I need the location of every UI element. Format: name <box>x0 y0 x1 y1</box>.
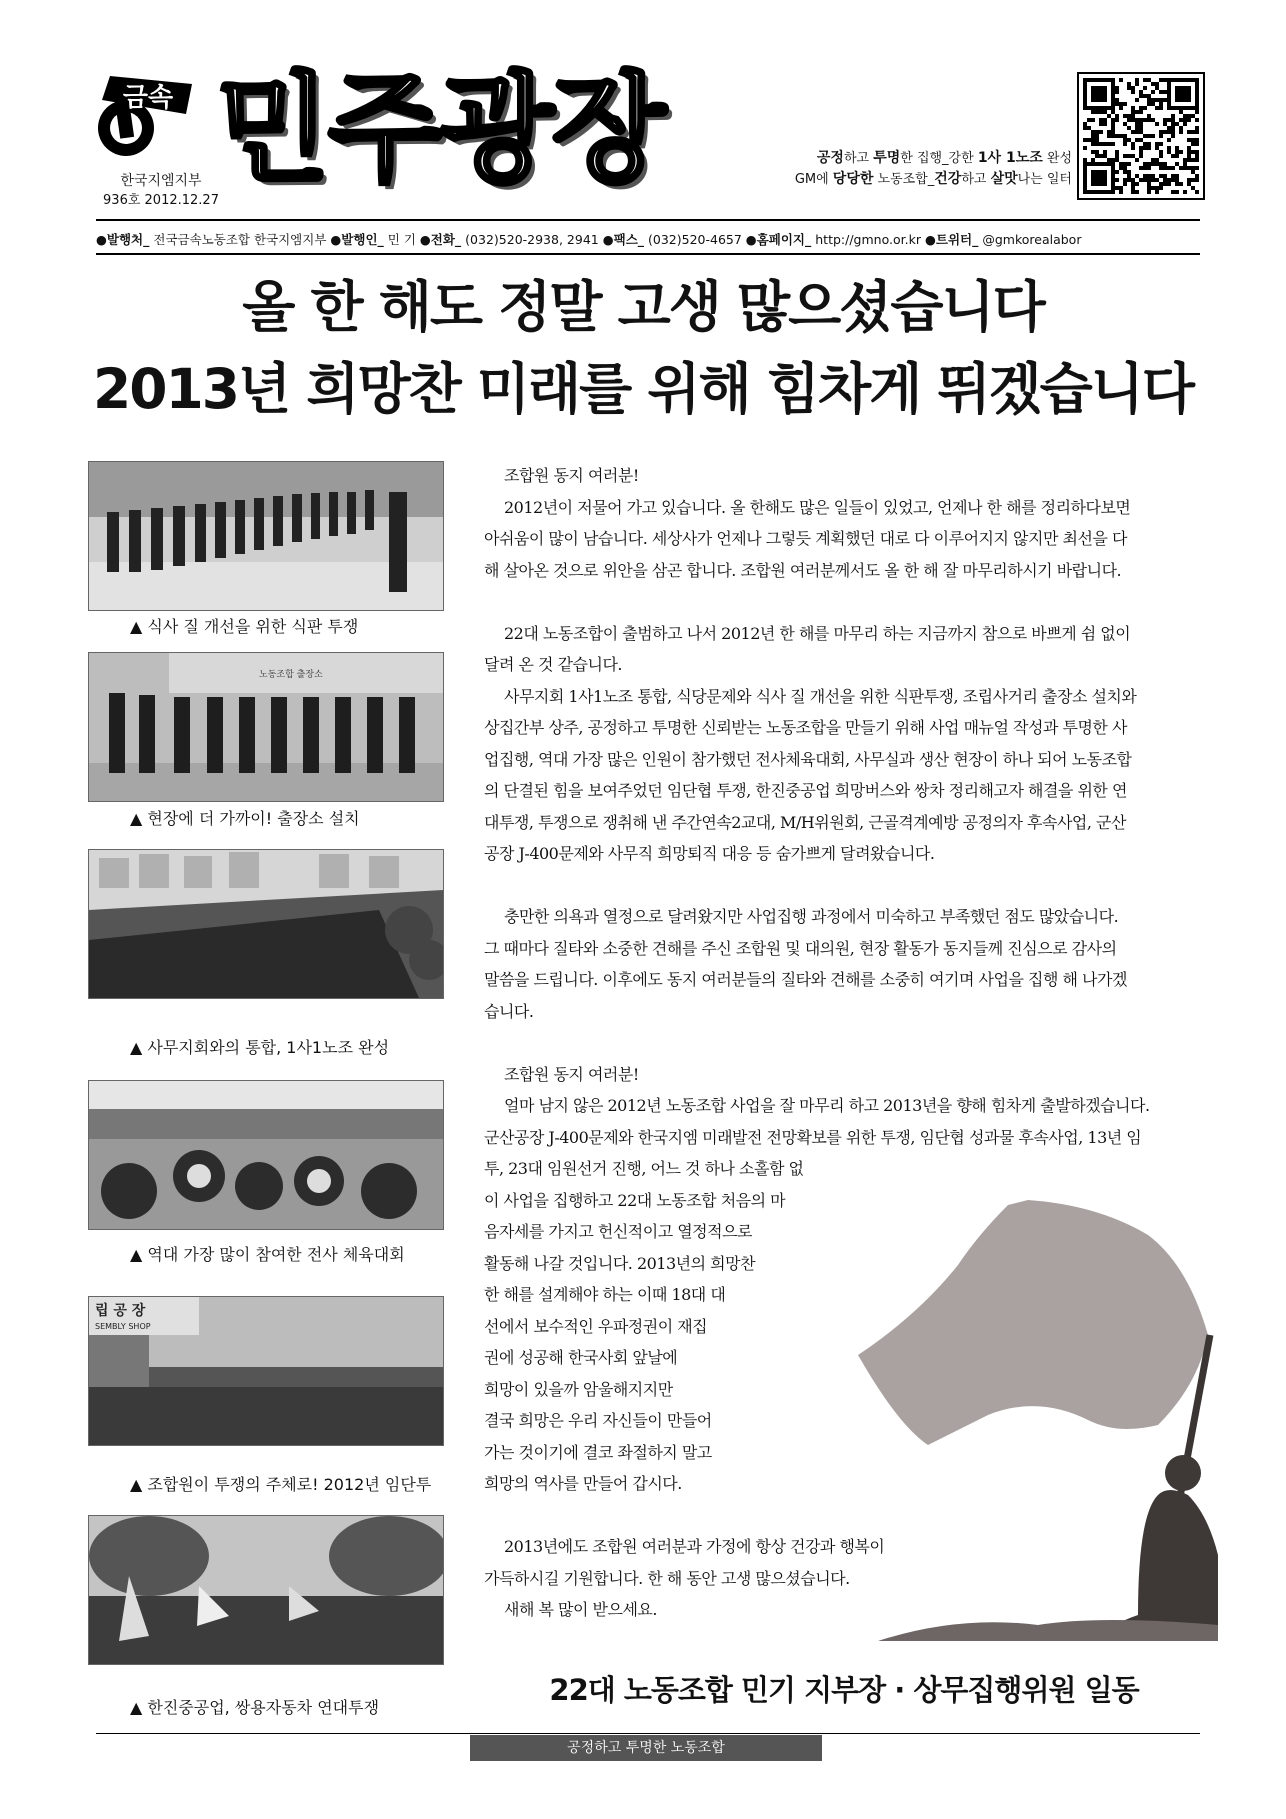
body-line: 해 살아온 것으로 위안을 삼곤 합니다. 조합원 여러분께서도 올 한 해 잘 마무리하시기 바랍니다. <box>484 560 1122 580</box>
body-line: 가는 것이기에 결코 좌절하지 말고 <box>484 1442 712 1462</box>
footer-rule <box>96 1733 1200 1734</box>
body-line: 조합원 동지 여러분! <box>504 466 639 485</box>
phone: (032)520-2938, 2941 <box>465 232 599 247</box>
body-line: 사무지회 1사1노조 통합, 식당문제와 식사 질 개선을 위한 식판투쟁, 조립사거리 출장소 설치와 <box>504 686 1137 706</box>
body-line: 한 해를 설계해야 하는 이때 18대 대 <box>484 1285 726 1304</box>
headline-line-2: 2013년 희망찬 미래를 위해 힘차게 뛰겠습니다 <box>92 357 1194 421</box>
body-line: 공장 J-400문제와 사무직 희망퇴직 대응 등 숨가쁘게 달려왔습니다. <box>484 844 935 863</box>
logo-text: 금속 <box>122 83 174 113</box>
photo-caption-5: ▲ 조합원이 투쟁의 주체로! 2012년 임단투 <box>130 1475 432 1494</box>
slogan-line-1 <box>772 148 1072 169</box>
union-logo <box>96 70 198 160</box>
headline-line-1: 올 한 해도 정말 고생 많으셨습니다 <box>242 275 1044 339</box>
body-line: 충만한 의욕과 열정으로 달려왔지만 사업집행 과정에서 미숙하고 부족했던 점도 많았습니다. <box>504 907 1119 926</box>
body-line: 말씀을 드립니다. 이후에도 동지 여러분들의 질타와 견해를 소중히 여기며 사업을 집행 해 나가겠 <box>484 970 1127 989</box>
homepage-label: ●홈페이지_ <box>745 232 812 247</box>
signature: 22대 노동조합 민기 지부장 · 상무집행위원 일동 <box>549 1673 1139 1707</box>
slogan-segment: 노동조합_ <box>873 172 935 187</box>
photo-field-office <box>88 652 444 802</box>
flag-bearer-illustration <box>838 1195 1218 1641</box>
editor-label: ●발행인_ <box>330 232 384 247</box>
body-line: 아쉬움이 많이 남습니다. 세상사가 언제나 그렇듯 계획했던 대로 다 이루어지지 않지만 최선을 다 <box>484 529 1127 548</box>
slogan-segment: 공정 <box>816 150 844 166</box>
editor: 민 기 <box>387 232 416 247</box>
masthead-rule <box>96 219 1200 221</box>
fax: (032)520-4657 <box>648 232 742 247</box>
slogan-segment: 하고 <box>843 151 874 166</box>
body-line: 습니다. <box>484 1001 534 1021</box>
office-sign-text: 노동조합 출장소 <box>259 670 323 680</box>
slogan-segment: GM에 <box>794 172 833 187</box>
homepage-link[interactable]: http://gmno.or.kr <box>815 232 921 247</box>
slogan <box>772 148 1072 190</box>
photo-caption-3: ▲ 사무지회와의 통합, 1사1노조 완성 <box>130 1038 390 1057</box>
photo-caption-6: ▲ 한진중공업, 쌍용자동차 연대투쟁 <box>130 1698 380 1717</box>
photo-caption-2: ▲ 현장에 더 가까이! 출장소 설치 <box>130 809 360 828</box>
slogan-segment: 완성 <box>1042 151 1072 166</box>
body-line: 권에 성공해 한국사회 앞날에 <box>484 1348 678 1367</box>
photo-wage-struggle <box>88 1296 444 1446</box>
slogan-segment: 한 집행_강한 <box>900 151 978 166</box>
slogan-line-2 <box>772 169 1072 190</box>
body-line: 음자세를 가지고 헌신적이고 열정적으로 <box>484 1222 753 1241</box>
publication-info <box>96 230 1200 248</box>
body-line: 업집행, 역대 가장 많은 인원이 참가했던 전사체육대회, 사무실과 생산 현장이 하나 되어 노동조합 <box>484 749 1132 769</box>
masthead-title: 민주광장 <box>216 60 664 198</box>
paragraph-3 <box>484 901 1204 1027</box>
publisher-label: ●발행처_ <box>96 232 150 247</box>
slogan-segment: 당당한 <box>832 171 874 187</box>
twitter-handle[interactable]: @gmkorealabor <box>982 232 1082 247</box>
issue-date: 936호 2012.12.27 <box>103 193 219 208</box>
branch-name: 한국지엠지부 <box>120 173 202 189</box>
photo-union-merger-rally <box>88 849 444 999</box>
body-line: 달려 온 것 같습니다. <box>484 655 622 674</box>
photo-caption-1: ▲ 식사 질 개선을 위한 식판 투쟁 <box>130 617 359 636</box>
fax-label: ●팩스_ <box>602 232 645 247</box>
footer-slogan: 공정하고 투명한 노동조합 <box>470 1735 822 1761</box>
slogan-segment: 하고 <box>961 172 991 187</box>
slogan-segment: 투명 <box>873 150 901 166</box>
body-line: 이 사업을 집행하고 22대 노동조합 처음의 마 <box>484 1190 786 1210</box>
paragraph-2 <box>484 618 1204 870</box>
twitter-label: ●트위터_ <box>924 232 979 247</box>
photo-sports-day <box>88 1080 444 1230</box>
slogan-segment: 살맛 <box>990 171 1018 187</box>
photo-meal-tray-protest <box>88 461 444 611</box>
body-line: 의 단결된 힘을 보여주었던 임단협 투쟁, 한진중공업 희망버스와 쌍차 정리해고자 해결을 위한 연 <box>484 781 1127 800</box>
body-line: 희망의 역사를 만들어 갑시다. <box>484 1474 682 1493</box>
slogan-segment: 나는 일터 <box>1017 172 1072 187</box>
body-line: 상집간부 상주, 공정하고 투명한 신뢰받는 노동조합을 만들기 위해 사업 매뉴얼 작성과 투명한 사 <box>484 718 1127 737</box>
body-line: 2013년에도 조합원 여러분과 가정에 항상 건강과 행복이 <box>504 1537 885 1556</box>
plant-sign-en: SEMBLY SHOP <box>95 1322 151 1331</box>
slogan-segment: 건강 <box>934 171 962 187</box>
body-line: 결국 희망은 우리 자신들이 만들어 <box>484 1411 712 1430</box>
paragraph-4 <box>484 1059 1204 1185</box>
slogan-segment: 1사 1노조 <box>977 150 1043 166</box>
paragraph-4-wrapped <box>484 1185 844 1500</box>
phone-label: ●전화_ <box>419 232 462 247</box>
body-line: 군산공장 J-400문제와 한국지엠 미래발전 전망확보를 위한 투쟁, 임단협 성과물 후속사업, 13년 임 <box>484 1127 1142 1147</box>
body-line: 가득하시길 기원합니다. 한 해 동안 고생 많으셨습니다. <box>484 1568 850 1588</box>
body-line: 선에서 보수적인 우파정권이 재집 <box>484 1316 708 1336</box>
body-line: 대투쟁, 투쟁으로 쟁취해 낸 주간연속2교대, M/H위원회, 근골격계예방 공정의자 후속사업, 군산 <box>484 812 1126 832</box>
body-line: 새해 복 많이 받으세요. <box>504 1600 657 1619</box>
body-line: 희망이 있을까 암울해지지만 <box>484 1379 673 1399</box>
plant-sign-text: 립 공 장 <box>95 1303 146 1319</box>
body-line: 투, 23대 임원선거 진행, 어느 것 하나 소홀함 없 <box>484 1159 804 1178</box>
paragraph-1 <box>484 460 1204 586</box>
info-rule <box>96 253 1200 255</box>
body-line: 그 때마다 질타와 소중한 견해를 주신 조합원 및 대의원, 현장 활동가 동지들께 진심으로 감사의 <box>484 938 1117 958</box>
body-line: 조합원 동지 여러분! <box>504 1064 639 1084</box>
publisher: 전국금속노동조합 한국지엠지부 <box>153 232 327 247</box>
photo-caption-4: ▲ 역대 가장 많이 참여한 전사 체육대회 <box>130 1245 405 1264</box>
qr-code[interactable] <box>1077 72 1205 200</box>
body-line: 얼마 남지 않은 2012년 노동조합 사업을 잘 마무리 하고 2013년을 향해 힘차게 출발하겠습니다. <box>504 1096 1150 1115</box>
body-line: 22대 노동조합이 출범하고 나서 2012년 한 해를 마무리 하는 지금까지 참으로 바쁘게 쉼 없이 <box>504 623 1131 643</box>
photo-solidarity-struggle <box>88 1515 444 1665</box>
body-line: 활동해 나갈 것입니다. 2013년의 희망찬 <box>484 1253 756 1273</box>
body-line: 2012년이 저물어 가고 있습니다. 올 한해도 많은 일들이 있었고, 언제나 한 해를 정리하다보면 <box>504 497 1131 517</box>
